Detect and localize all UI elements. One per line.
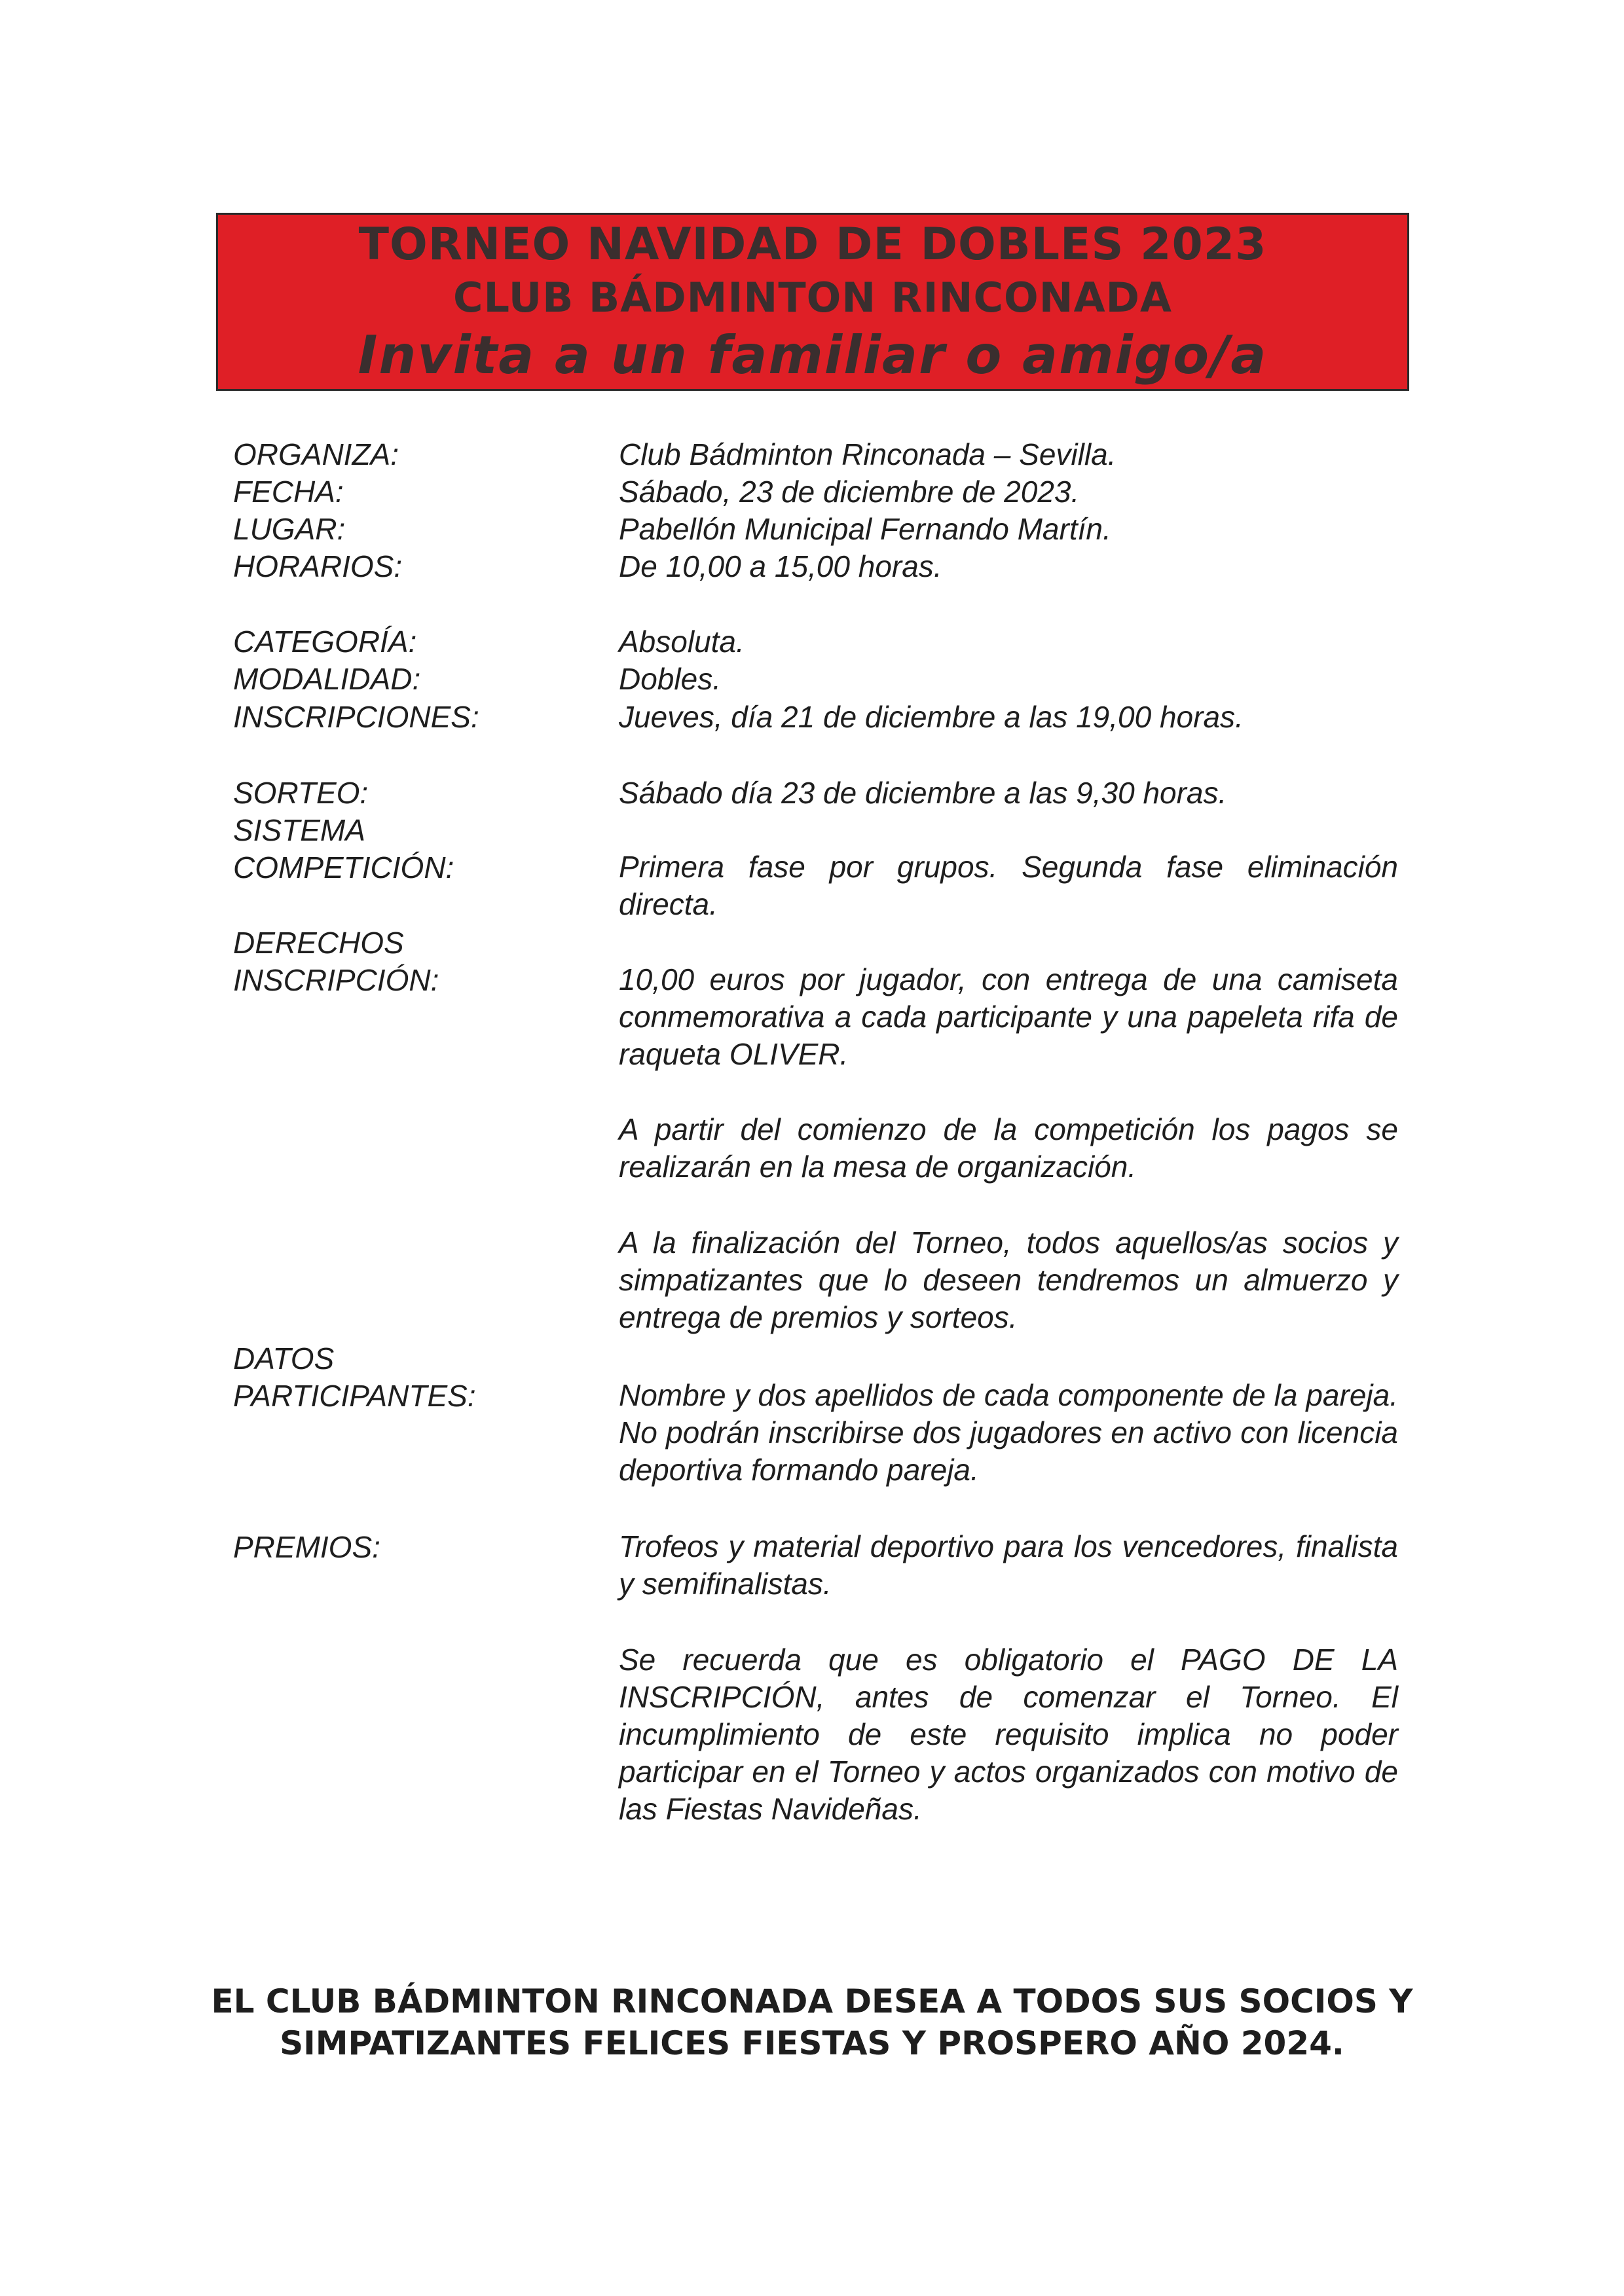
label-derechos: DERECHOS xyxy=(233,926,404,960)
value-modalidad: Dobles. xyxy=(619,662,721,696)
label-inscripciones: INSCRIPCIONES: xyxy=(233,700,479,734)
label-datos: DATOS xyxy=(233,1341,335,1376)
value-fecha: Sábado, 23 de diciembre de 2023. xyxy=(619,475,1080,509)
note-pagos: A partir del comienzo de la competición los pagos se realizarán en la mesa de organización. xyxy=(619,1112,1398,1184)
label-sistema: SISTEMA xyxy=(233,813,365,847)
value-lugar: Pabellón Municipal Fernando Martín. xyxy=(619,512,1111,546)
value-organiza: Club Bádminton Rinconada – Sevilla. xyxy=(619,437,1116,471)
value-premios: Trofeos y material deportivo para los vencedores, finalista y semifinalistas. xyxy=(619,1529,1398,1601)
banner-club-name: CLUB BÁDMINTON RINCONADA xyxy=(452,274,1173,321)
value-horarios: De 10,00 a 15,00 horas. xyxy=(619,549,942,583)
value-sistema-competicion: Primera fase por grupos. Segunda fase eliminación directa. xyxy=(619,850,1398,921)
footer-greeting xyxy=(157,1980,1467,2064)
label-horarios: HORARIOS: xyxy=(233,549,403,583)
label-premios: PREMIOS: xyxy=(233,1530,380,1564)
label-categoria: CATEGORÍA: xyxy=(233,625,417,659)
footer-line-2: SIMPATIZANTES FELICES FIESTAS Y PROSPERO AÑO 2024. xyxy=(280,2024,1344,2062)
label-participantes: PARTICIPANTES: xyxy=(233,1379,476,1413)
value-inscripciones: Jueves, día 21 de diciembre a las 19,00 horas. xyxy=(619,700,1244,734)
title-banner xyxy=(216,213,1409,391)
label-modalidad: MODALIDAD: xyxy=(233,662,421,696)
footer-line-1: EL CLUB BÁDMINTON RINCONADA DESEA A TODOS SUS SOCIOS Y xyxy=(211,1982,1413,2020)
note-almuerzo: A la finalización del Torneo, todos aquellos/as socios y simpatizantes que lo deseen tendremos un almuerzo y entrega de premios y sorteos. xyxy=(619,1226,1398,1334)
banner-title: TORNEO NAVIDAD DE DOBLES 2023 xyxy=(358,219,1267,270)
label-lugar: LUGAR: xyxy=(233,512,346,546)
label-sorteo: SORTEO: xyxy=(233,776,369,810)
value-categoria: Absoluta. xyxy=(619,625,745,659)
label-competicion: COMPETICIÓN: xyxy=(233,850,454,884)
value-sorteo: Sábado día 23 de diciembre a las 9,30 horas. xyxy=(619,776,1227,810)
note-pago-obligatorio: Se recuerda que es obligatorio el PAGO DE LA INSCRIPCIÓN, antes de comenzar el Torneo. El incumplimiento de este requisito implica no poder participar en el Torneo y actos organizados con motivo de las Fiestas Navideñas. xyxy=(619,1643,1398,1826)
banner-invite: Invita a un familiar o amigo/a xyxy=(358,325,1268,386)
value-datos-participantes: Nombre y dos apellidos de cada componente de la pareja. No podrán inscribirse dos jugadores en activo con licencia deportiva formando pareja. xyxy=(619,1378,1398,1487)
value-derechos-inscripcion: 10,00 euros por jugador, con entrega de una camiseta conmemorativa a cada participante y una papeleta rifa de raqueta OLIVER. xyxy=(619,962,1398,1071)
label-inscripcion: INSCRIPCIÓN: xyxy=(233,963,439,997)
label-fecha: FECHA: xyxy=(233,475,344,509)
label-organiza: ORGANIZA: xyxy=(233,437,399,471)
